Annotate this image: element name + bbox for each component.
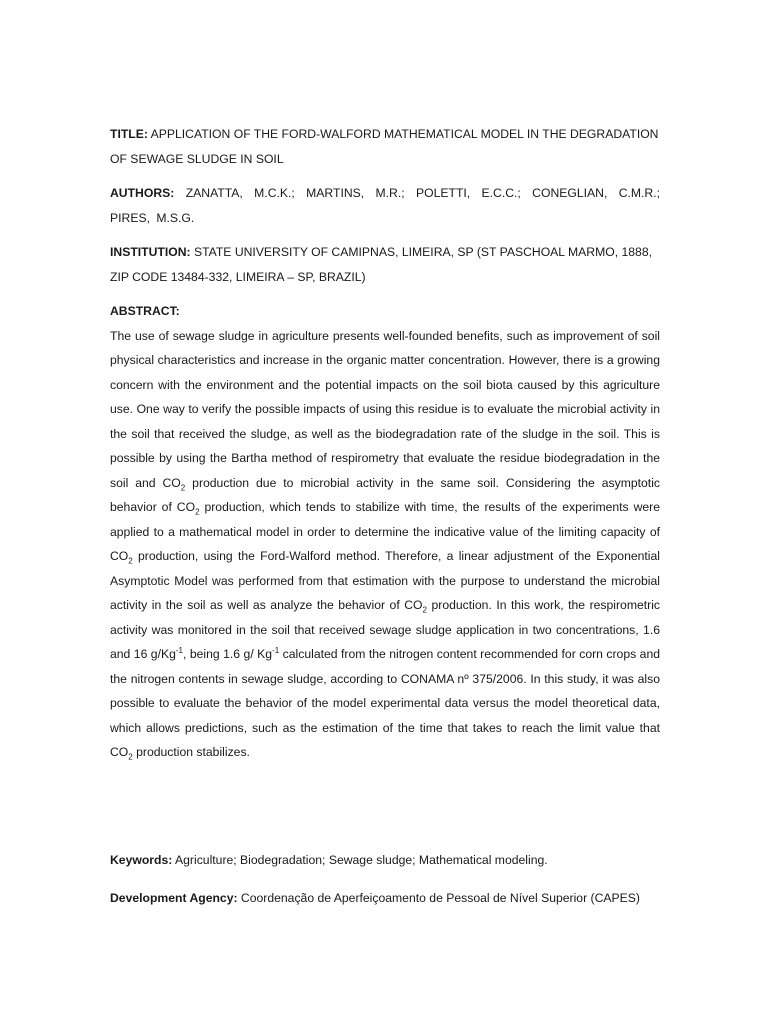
kg-superscript: -1 bbox=[175, 645, 184, 655]
abstract-text-4: production, using the Ford-Walford method. Therefore, a linear adjustment of the Exponential Asymptotic Model was performed from that estimation with the purpose to understand the microbial activity in the soil as well as analyze the behavior of CO bbox=[110, 549, 660, 612]
title-label: TITLE: bbox=[110, 127, 148, 141]
keywords-label: Keywords: bbox=[110, 853, 173, 867]
abstract-text-3: production, which tends to stabilize with time, the results of the experiments were applied to a mathematical model in order to determine the indicative value of the limiting capacity of CO bbox=[110, 500, 660, 563]
abstract-heading: ABSTRACT: bbox=[110, 304, 180, 318]
kg-superscript: -1 bbox=[272, 645, 280, 655]
abstract-text-6: , being 1.6 g/ Kg bbox=[183, 647, 273, 661]
abstract-text-1: The use of sewage sludge in agriculture presents well-founded benefits, such as improvement of soil physical characteristics and increase in the organic matter concentration. However, there is a growing concern with the environment and the potential impacts on the soil biota caused by this agriculture use. One way to verify the possible impacts of using this residue is to evaluate the microbial activity in the soil that received the sludge, as well as the biodegradation rate of the sludge in the soil. This is possible by using the Bartha method of respirometry that evaluate the residue biodegradation in the soil and CO bbox=[110, 328, 660, 490]
authors-text: ZANATTA, M.C.K.; MARTINS, M.R.; POLETTI, E.C.C.; CONEGLIAN, C.M.R.; PIRES, M.S.G. bbox=[110, 186, 660, 225]
agency-text: Coordenação de Aperfeiçoamento de Pessoal de Nível Superior (CAPES) bbox=[237, 891, 640, 905]
keywords-paragraph bbox=[110, 848, 660, 873]
co2-subscript: 2 bbox=[180, 482, 186, 492]
co2-subscript: 2 bbox=[422, 605, 427, 615]
abstract-text-5: production. In this work, the respirometric activity was monitored in the soil that received sewage sludge application in two concentrations, 1.6 and 16 g/Kg bbox=[110, 598, 660, 661]
agency-label: Development Agency: bbox=[110, 891, 238, 905]
agency-paragraph bbox=[110, 886, 670, 911]
co2-subscript: 2 bbox=[128, 556, 133, 566]
institution-label: INSTITUTION: bbox=[110, 245, 191, 259]
title-paragraph bbox=[110, 122, 660, 171]
abstract-text-8: production stabilizes. bbox=[132, 745, 250, 759]
abstract-body bbox=[110, 324, 660, 765]
co2-subscript: 2 bbox=[128, 752, 133, 762]
authors-label: AUTHORS: bbox=[110, 186, 175, 200]
co2-subscript: 2 bbox=[195, 507, 200, 517]
abstract-text-7: calculated from the nitrogen content recommended for corn crops and the nitrogen contents in sewage sludge, according to CONAMA nº 375/2006. In this study, it was also possible to evaluate the behavior of the model experimental data versus the model theoretical data, which allows predictions, such as the estimation of the time that takes to reach the limit value that CO bbox=[110, 647, 660, 759]
document-page bbox=[110, 122, 660, 905]
institution-paragraph bbox=[110, 240, 660, 289]
authors-paragraph bbox=[110, 181, 660, 230]
abstract-text-2: production due to microbial activity in the same soil. Considering the asymptotic behavior of CO bbox=[110, 475, 660, 514]
abstract-paragraph bbox=[110, 324, 660, 765]
keywords-text: Agriculture; Biodegradation; Sewage sludge; Mathematical modeling. bbox=[172, 853, 548, 867]
title-text: APPLICATION OF THE FORD-WALFORD MATHEMATICAL MODEL IN THE DEGRADATION OF SEWAGE SLUDGE IN SOIL bbox=[110, 127, 659, 166]
institution-text: STATE UNIVERSITY OF CAMIPNAS, LIMEIRA, SP (ST PASCHOAL MARMO, 1888, ZIP CODE 13484-332, LIMEIRA – SP, BRAZIL) bbox=[110, 245, 653, 284]
